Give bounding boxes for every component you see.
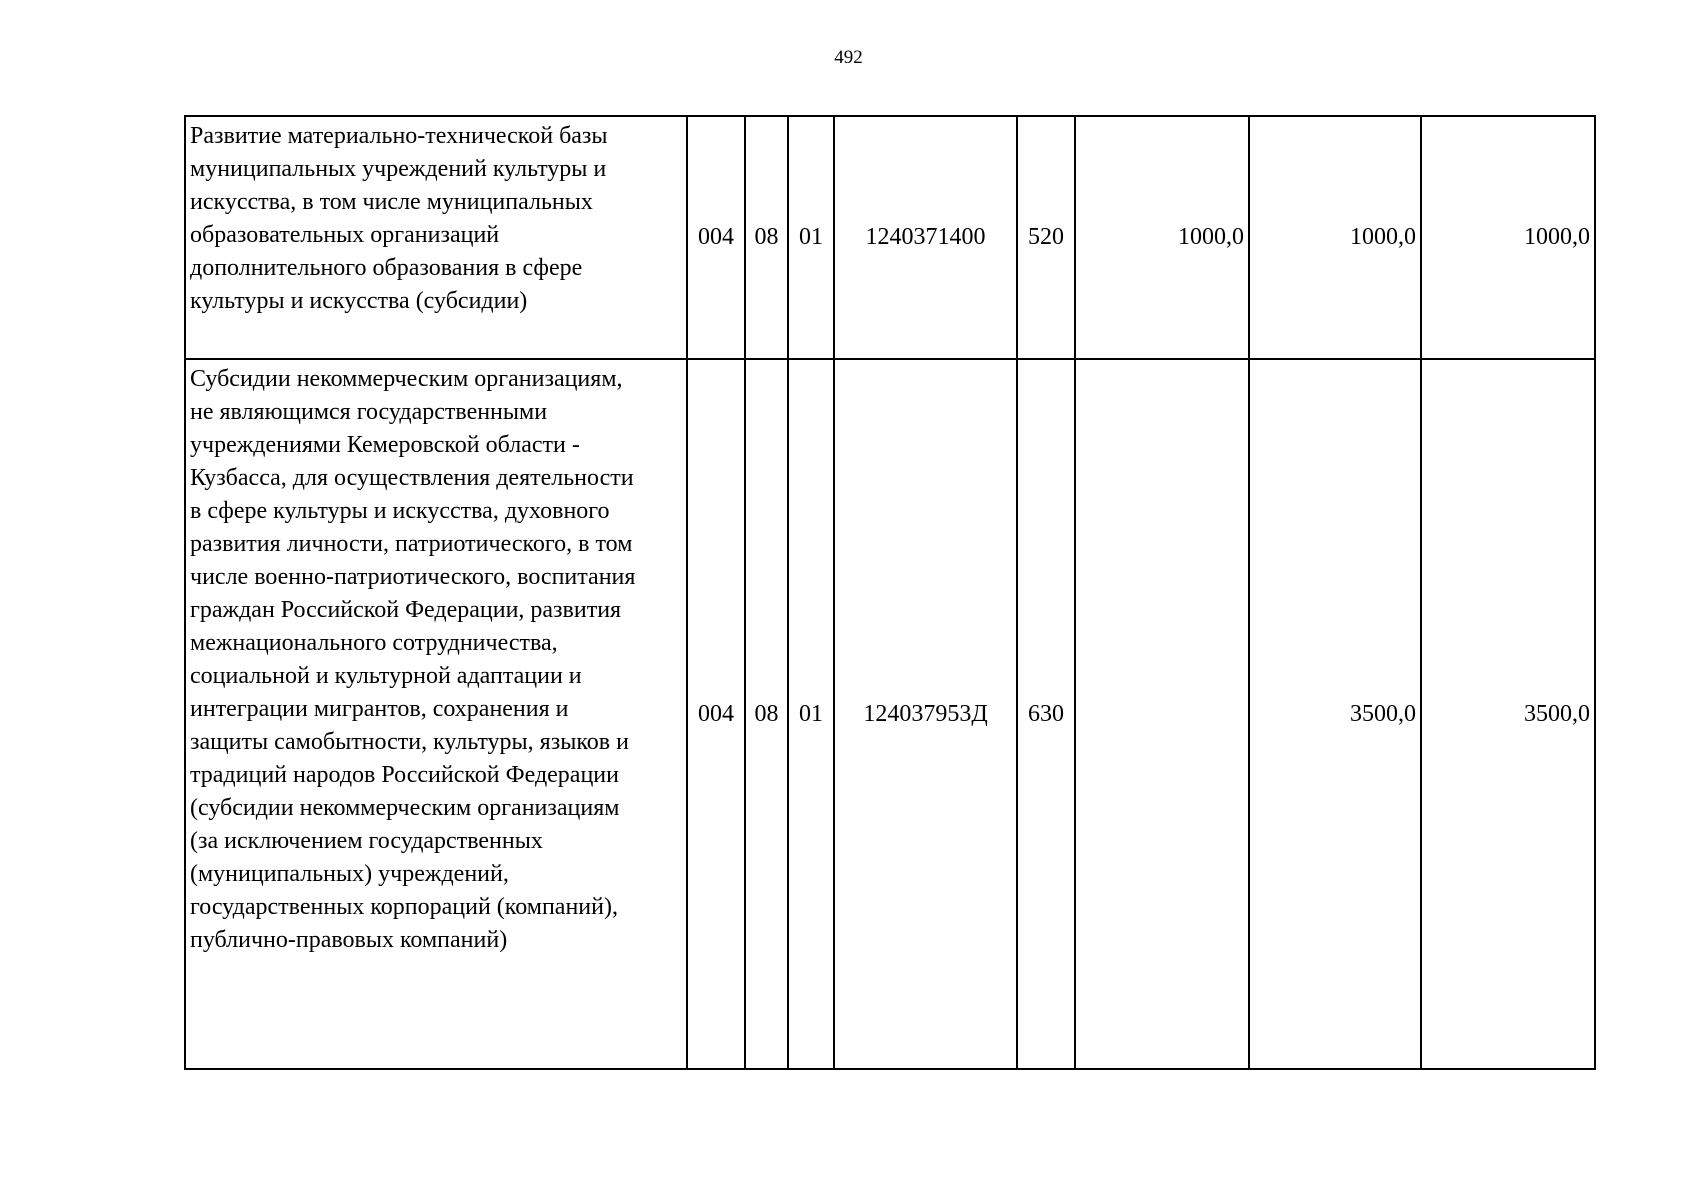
subsection-code: 01 (788, 116, 834, 359)
description-line: традиций народов Российской Федерации (190, 762, 619, 788)
description-line: (за исключением государственных (190, 828, 543, 854)
description-line: государственных корпораций (компаний), (190, 894, 618, 920)
subsection-code: 01 (788, 359, 834, 1069)
section-code: 08 (745, 359, 788, 1069)
description-line: (субсидии некоммерческим организациям (190, 795, 620, 821)
amount-2: 1000,0 (1249, 116, 1421, 359)
description-line: граждан Российской Федерации, развития (190, 597, 622, 623)
row-description (185, 116, 687, 359)
description-line: в сфере культуры и искусства, духовного (190, 498, 610, 524)
page-number: 492 (834, 47, 863, 68)
amount-1 (1075, 359, 1249, 1069)
target-article-code: 124037953Д (834, 359, 1017, 1069)
description-line: защиты самобытности, культуры, языков и (190, 729, 629, 755)
description-line: Субсидии некоммерческим организациям, (190, 366, 623, 392)
description-line: искусства, в том числе муниципальных (190, 189, 593, 215)
amount-1: 1000,0 (1075, 116, 1249, 359)
section-code: 08 (745, 116, 788, 359)
description-line: муниципальных учреждений культуры и (190, 156, 607, 182)
description-line: межнационального сотрудничества, (190, 630, 558, 656)
description-line: образовательных организаций (190, 222, 500, 248)
description-line: (муниципальных) учреждений, (190, 861, 509, 887)
description-line: числе военно-патриотического, воспитания (190, 564, 636, 590)
description-line: публично-правовых компаний) (190, 927, 508, 953)
description-line: Развитие материально-технической базы (190, 123, 608, 149)
description-line: интеграции мигрантов, сохранения и (190, 696, 569, 722)
description-line: развития личности, патриотического, в том (190, 531, 633, 557)
table-row (185, 359, 1595, 1069)
amount-2: 3500,0 (1249, 359, 1421, 1069)
target-article-code: 1240371400 (834, 116, 1017, 359)
expense-type-code: 630 (1017, 359, 1075, 1069)
ministry-code: 004 (687, 359, 745, 1069)
ministry-code: 004 (687, 116, 745, 359)
table-row (185, 116, 1595, 359)
description-line: дополнительного образования в сфере (190, 255, 583, 281)
amount-3: 3500,0 (1421, 359, 1595, 1069)
expense-type-code: 520 (1017, 116, 1075, 359)
amount-3: 1000,0 (1421, 116, 1595, 359)
description-line: учреждениями Кемеровской области - (190, 432, 580, 458)
description-line: социальной и культурной адаптации и (190, 663, 582, 689)
row-description (185, 359, 687, 1069)
description-line: Кузбасса, для осуществления деятельности (190, 465, 634, 491)
description-line: культуры и искусства (субсидии) (190, 288, 528, 314)
description-line: не являющимся государственными (190, 399, 548, 425)
budget-table (184, 115, 1596, 1070)
